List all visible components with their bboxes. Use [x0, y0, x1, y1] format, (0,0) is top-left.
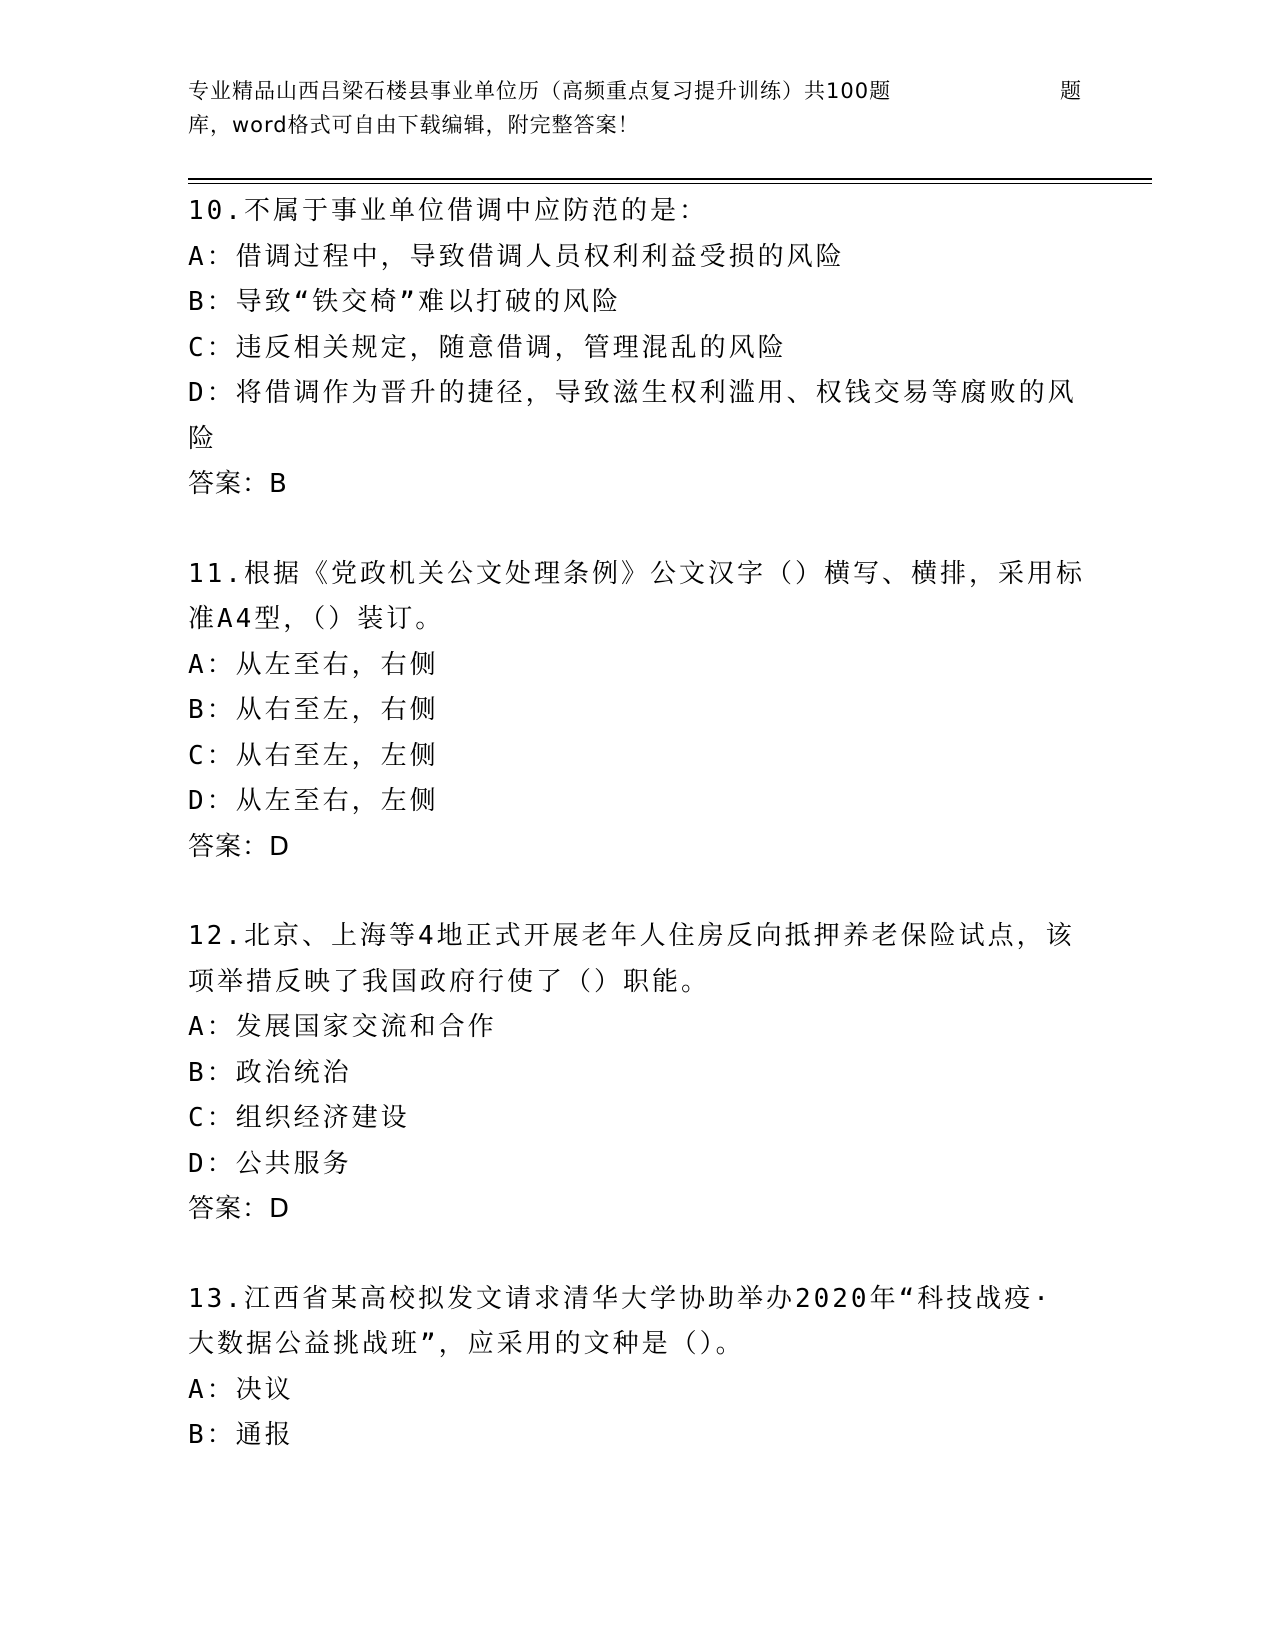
question-text: 12.北京、上海等4地正式开展老年人住房反向抵押养老保险试点，该	[188, 921, 1075, 951]
option-b: B：从右至左，右侧	[188, 695, 439, 725]
question-text-continued: 项举措反映了我国政府行使了（）职能。	[188, 966, 711, 997]
option-a: A：借调过程中，导致借调人员权利利益受损的风险	[188, 241, 845, 272]
question-13	[188, 1277, 1088, 1459]
answer-label: 答案：D	[188, 1194, 291, 1224]
document-header	[188, 74, 1088, 142]
option-c: C：违反相关规定，随意借调，管理混乱的风险	[188, 332, 787, 363]
question-text-continued: 大数据公益挑战班”，应采用的文种是（）。	[188, 1329, 745, 1359]
header-line-2: 库，word格式可自由下载编辑，附完整答案！	[188, 113, 640, 137]
answer-label: 答案：D	[188, 831, 291, 862]
question-text: 11.根据《党政机关公文处理条例》公文汉字（）横写、横排，采用标	[188, 558, 1085, 589]
option-b: B：政治统治	[188, 1057, 352, 1088]
option-d: D：公共服务	[188, 1148, 352, 1179]
question-text: 10.不属于事业单位借调中应防范的是：	[188, 196, 708, 226]
answer-label: 答案：B	[188, 469, 288, 499]
question-list	[188, 189, 1088, 1503]
header-title-tail: 题	[1060, 79, 1082, 103]
header-line-1	[188, 74, 1088, 108]
question-text-continued: 准A4型，（）装订。	[188, 604, 445, 634]
header-title-text: 专业精品山西吕梁石楼县事业单位历（高频重点复习提升训练）共100题	[188, 79, 892, 103]
question-12	[188, 914, 1088, 1233]
header-divider-thick	[188, 178, 1152, 180]
option-d-continued: 险	[188, 423, 218, 454]
option-c: C：从右至左，左侧	[188, 740, 439, 771]
option-a: A：决议	[188, 1374, 294, 1405]
option-c: C：组织经济建设	[188, 1103, 410, 1133]
question-11	[188, 552, 1088, 871]
question-text: 13.江西省某高校拟发文请求清华大学协助举办2020年“科技战疫·	[188, 1283, 1052, 1314]
question-10	[188, 189, 1088, 508]
option-b: B：通报	[188, 1420, 294, 1450]
option-d: D：将借调作为晋升的捷径，导致滋生权利滥用、权钱交易等腐败的风	[188, 378, 1077, 408]
option-d: D：从左至右，左侧	[188, 786, 439, 816]
option-a: A：从左至右，右侧	[188, 649, 439, 680]
option-a: A：发展国家交流和合作	[188, 1012, 497, 1042]
header-divider-thin	[188, 183, 1152, 184]
option-b: B：导致“铁交椅”难以打破的风险	[188, 287, 621, 317]
